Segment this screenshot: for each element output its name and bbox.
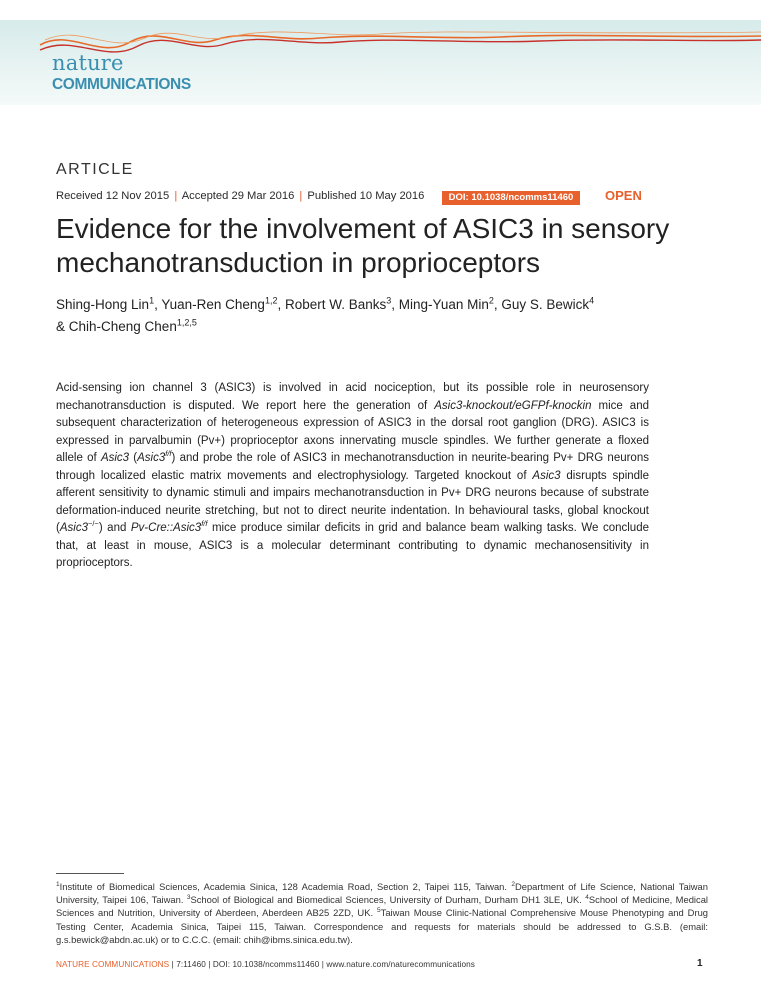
abstract-text-segment: f/f [165, 449, 172, 459]
date-separator: | [174, 190, 178, 202]
affiliation-number: 1 [56, 880, 60, 888]
footer-journal-name: NATURE COMMUNICATIONS [56, 960, 170, 969]
affiliation-number: 2 [511, 880, 515, 888]
author-name: Robert W. Banks [284, 297, 387, 312]
author-affiliation-number: 1,2 [264, 295, 278, 306]
affiliation-text: Department of Life Science, National Taiwan University, Taipei 106, Taiwan. [56, 881, 708, 906]
doi-badge[interactable]: DOI: 10.1038/ncomms11460 [442, 191, 580, 205]
author-affiliation-number: 2 [488, 295, 494, 306]
page-footer [56, 961, 475, 969]
author-name: Ming-Yuan Min [398, 297, 489, 312]
open-access-label: OPEN [605, 188, 642, 203]
abstract-text-segment: Asic3 [137, 452, 166, 464]
abstract-text-segment: Acid-sensing ion channel 3 (ASIC3) is involved in acid nociception, but its possible role in neurosensory mechanotransduction is disputed. We report here the generation of [56, 382, 649, 412]
author-name: & Chih-Cheng Chen [56, 319, 177, 334]
footnote-divider [56, 873, 124, 874]
author-affiliation-number: 3 [386, 295, 392, 306]
abstract-text-segment: disrupts spindle afferent sensitivity to dynamic stimuli and impairs mechanotransduction in Pv+ DRG neurons because of substrate deformation-induced neurite stretching, but not to direct neurite indentation. In behavioural tasks, global knockout ( [56, 469, 649, 534]
abstract-text-segment: ( [129, 452, 138, 464]
affiliation-text: School of Biological and Biomedical Sciences, University of Durham, Durham DH1 3LE, UK. [190, 894, 586, 906]
article-type-label: ARTICLE [56, 161, 134, 178]
abstract-text-segment: −/− [87, 519, 99, 529]
affiliation-number: 4 [585, 894, 589, 902]
date-separator: | [299, 190, 303, 202]
abstract-text-segment: Asic3-knockout/eGFPf-knockin [434, 399, 592, 412]
author-name: Guy S. Bewick [501, 297, 590, 312]
published-date: Published 10 May 2016 [307, 190, 425, 202]
affiliation-text: Institute of Biomedical Sciences, Academia Sinica, 128 Academia Road, Section 2, Taipei 115, Taiwan. [59, 881, 512, 892]
author-list: Shing-Hong Lin$^1$, Yuan-Ren Cheng$^{1,2}$, Robert W. Banks$^3$, Ming-Yuan Min$^2$, Guy S. Bewick$^4$ & Chih-Cheng Chen$^{1,2,5}$ [56, 295, 595, 334]
publication-dates [56, 191, 424, 202]
author-affiliation-number: 1 [149, 295, 155, 306]
author-name: Shing-Hong Lin [56, 297, 150, 312]
article-title: Evidence for the involvement of ASIC3 in sensory mechanotransduction in proprioceptors [56, 213, 670, 278]
wave-red [40, 39, 761, 52]
abstract [56, 380, 649, 573]
author-affiliation-number: 4 [589, 295, 595, 306]
affiliation-number: 5 [377, 907, 381, 915]
abstract-text-segment: ) and [98, 522, 131, 534]
abstract-text-segment: f/f [201, 519, 208, 529]
footer-citation: | 7:11460 | DOI: 10.1038/ncomms11460 | www.nature.com/naturecommunications [169, 960, 475, 969]
author-affiliation-number: 1,2,5 [176, 317, 197, 328]
affiliations-footnote [56, 880, 708, 946]
affiliation-text: School of Medicine, Medical Sciences and Nutrition, University of Aberdeen, Aberdeen AB25 2ZD, UK. [56, 894, 708, 919]
abstract-text-segment: mice and subsequent characterization of heterogeneous expression of ASIC3 in the dorsal root ganglion (DRG). ASIC3 is expressed in parvalbumin (Pv+) proprioceptor axons innervating muscle spindles. We further generate a floxed allele of [56, 399, 649, 464]
abstract-text-segment: Asic3 [59, 522, 88, 534]
affiliation-text: Taiwan Mouse Clinic-National Comprehensive Mouse Phenotyping and Drug Testing Center, Academia Sinica, Taipei 115, Taiwan. [56, 907, 708, 932]
abstract-text-segment: Asic3 [532, 469, 561, 482]
affiliation-number: 3 [186, 894, 191, 902]
journal-logo-nature[interactable]: nature [52, 51, 124, 75]
abstract-text-segment: mice produce similar deficits in grid and balance beam walking tasks. We conclude that, at least in mouse, ASIC3 is a molecular determinant contributing to dynamic mechanosensitivity in proprioceptors. [56, 522, 649, 569]
received-date: Received 12 Nov 2015 [56, 190, 170, 202]
abstract-text-segment: Asic3 [100, 452, 130, 464]
abstract-text-segment: ) and probe the role of ASIC3 in mechanotransduction in neurite-bearing Pv+ DRG neurons through localized elastic matrix movements and electrophysiology. Targeted knockout of [56, 452, 649, 482]
author-name: Yuan-Ren Cheng [161, 297, 265, 312]
correspondence-text: Correspondence and requests for materials should be addressed to G.S.B. (email: g.s.bewick@abdn.ac.uk) or to C.C.C. (email: chih@ibms.sinica.edu.tw). [56, 920, 708, 945]
page-number: 1 [697, 958, 703, 969]
accepted-date: Accepted 29 Mar 2016 [181, 190, 295, 202]
abstract-text-segment: Pv-Cre::Asic3 [130, 522, 202, 534]
journal-logo-communications[interactable]: COMMUNICATIONS [52, 76, 191, 93]
